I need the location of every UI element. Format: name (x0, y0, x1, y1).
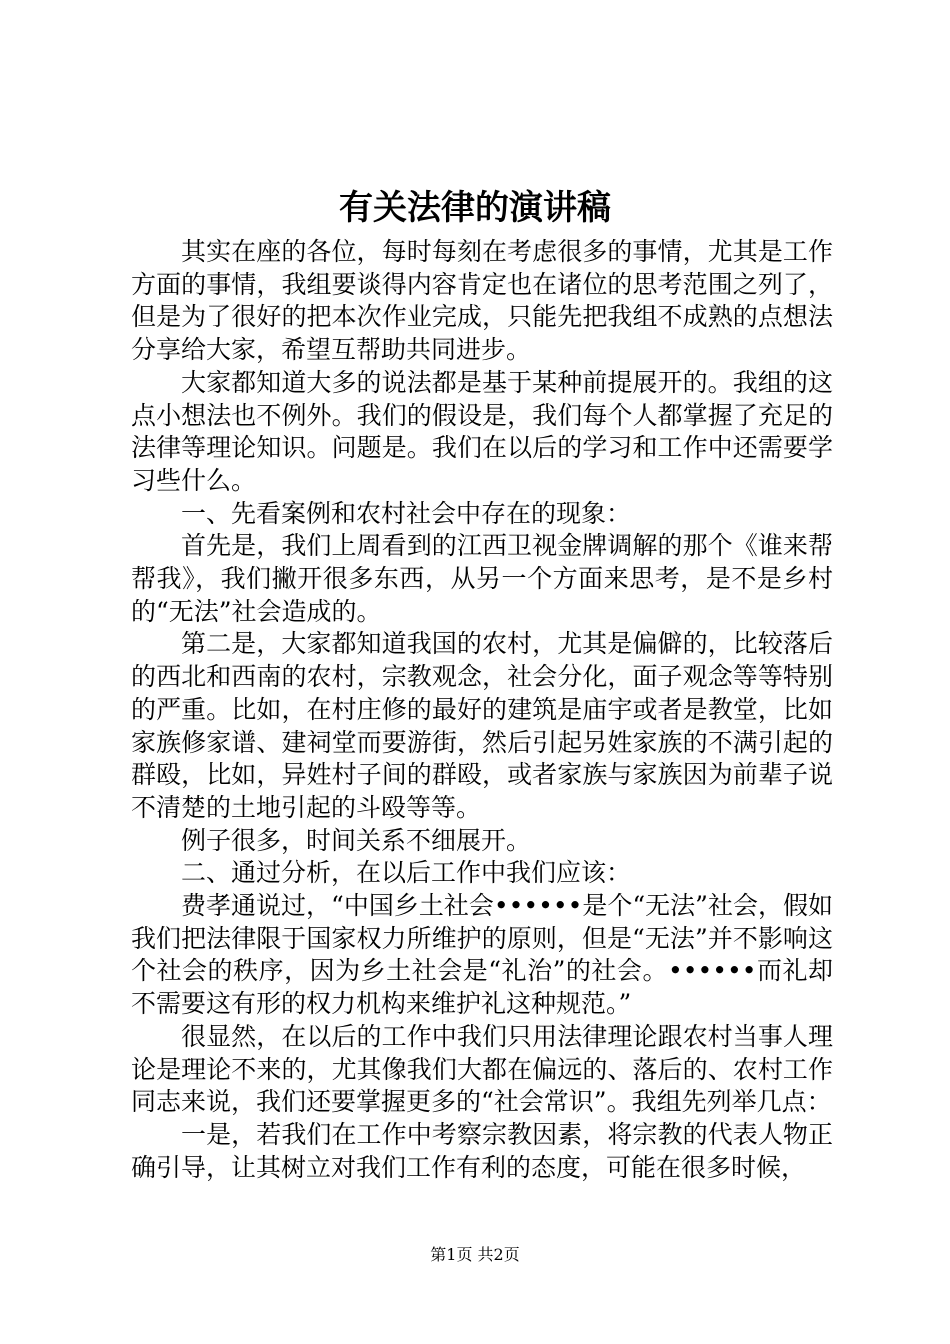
paragraph: 首先是，我们上周看到的江西卫视金牌调解的那个《谁来帮帮我》，我们撇开很多东西，从另一个方面来思考，是不是乡村的“无法”社会造成的。 (131, 531, 833, 626)
page-footer: 第1页 共2页 (430, 1245, 520, 1264)
paragraph: 第二是，大家都知道我国的农村，尤其是偏僻的，比较落后的西北和西南的农村，宗教观念，社会分化，面子观念等等特别的严重。比如，在村庄修的最好的建筑是庙宇或者是教堂，比如家族修家谱、建祠堂而要游街，然后引起另姓家族的不满引起的群殴，比如，异姓村子间的群殴，或者家族与家族因为前辈子说不清楚的土地引起的斗殴等等。 (131, 629, 833, 822)
section-heading: 一、先看案例和农村社会中存在的现象： (181, 498, 632, 528)
document-body (131, 236, 833, 1184)
paragraph: 大家都知道大多的说法都是基于某种前提展开的。我组的这点小想法也不例外。我们的假设是，我们每个人都掌握了充足的法律等理论知识。问题是。我们在以后的学习和工作中还需要学习些什么。 (131, 367, 833, 495)
paragraph: 费孝通说过，“中国乡土社会••••••是个“无法”社会，假如我们把法律限于国家权力所维护的原则，但是“无法”并不影响这个社会的秩序，因为乡土社会是“礼治”的社会。••••••而礼却不需要这有形的权力机构来维护礼这种规范。” (131, 891, 833, 1019)
paragraph: 例子很多，时间关系不细展开。 (181, 825, 532, 855)
section-heading: 二、通过分析，在以后工作中我们应该： (181, 858, 632, 888)
paragraph: 很显然，在以后的工作中我们只用法律理论跟农村当事人理论是理论不来的，尤其像我们大都在偏远的、落后的、农村工作同志来说，我们还要掌握更多的“社会常识”。我组先列举几点： (131, 1021, 833, 1117)
paragraph: 其实在座的各位，每时每刻在考虑很多的事情，尤其是工作方面的事情，我组要谈得内容肯定也在诸位的思考范围之列了，但是为了很好的把本次作业完成，只能先把我组不成熟的点想法分享给大家，希望互帮助共同进步。 (131, 237, 833, 365)
document-title: 有关法律的演讲稿 (339, 188, 611, 228)
paragraph: 一是，若我们在工作中考察宗教因素，将宗教的代表人物正确引导，让其树立对我们工作有利的态度，可能在很多时候， (131, 1119, 833, 1182)
